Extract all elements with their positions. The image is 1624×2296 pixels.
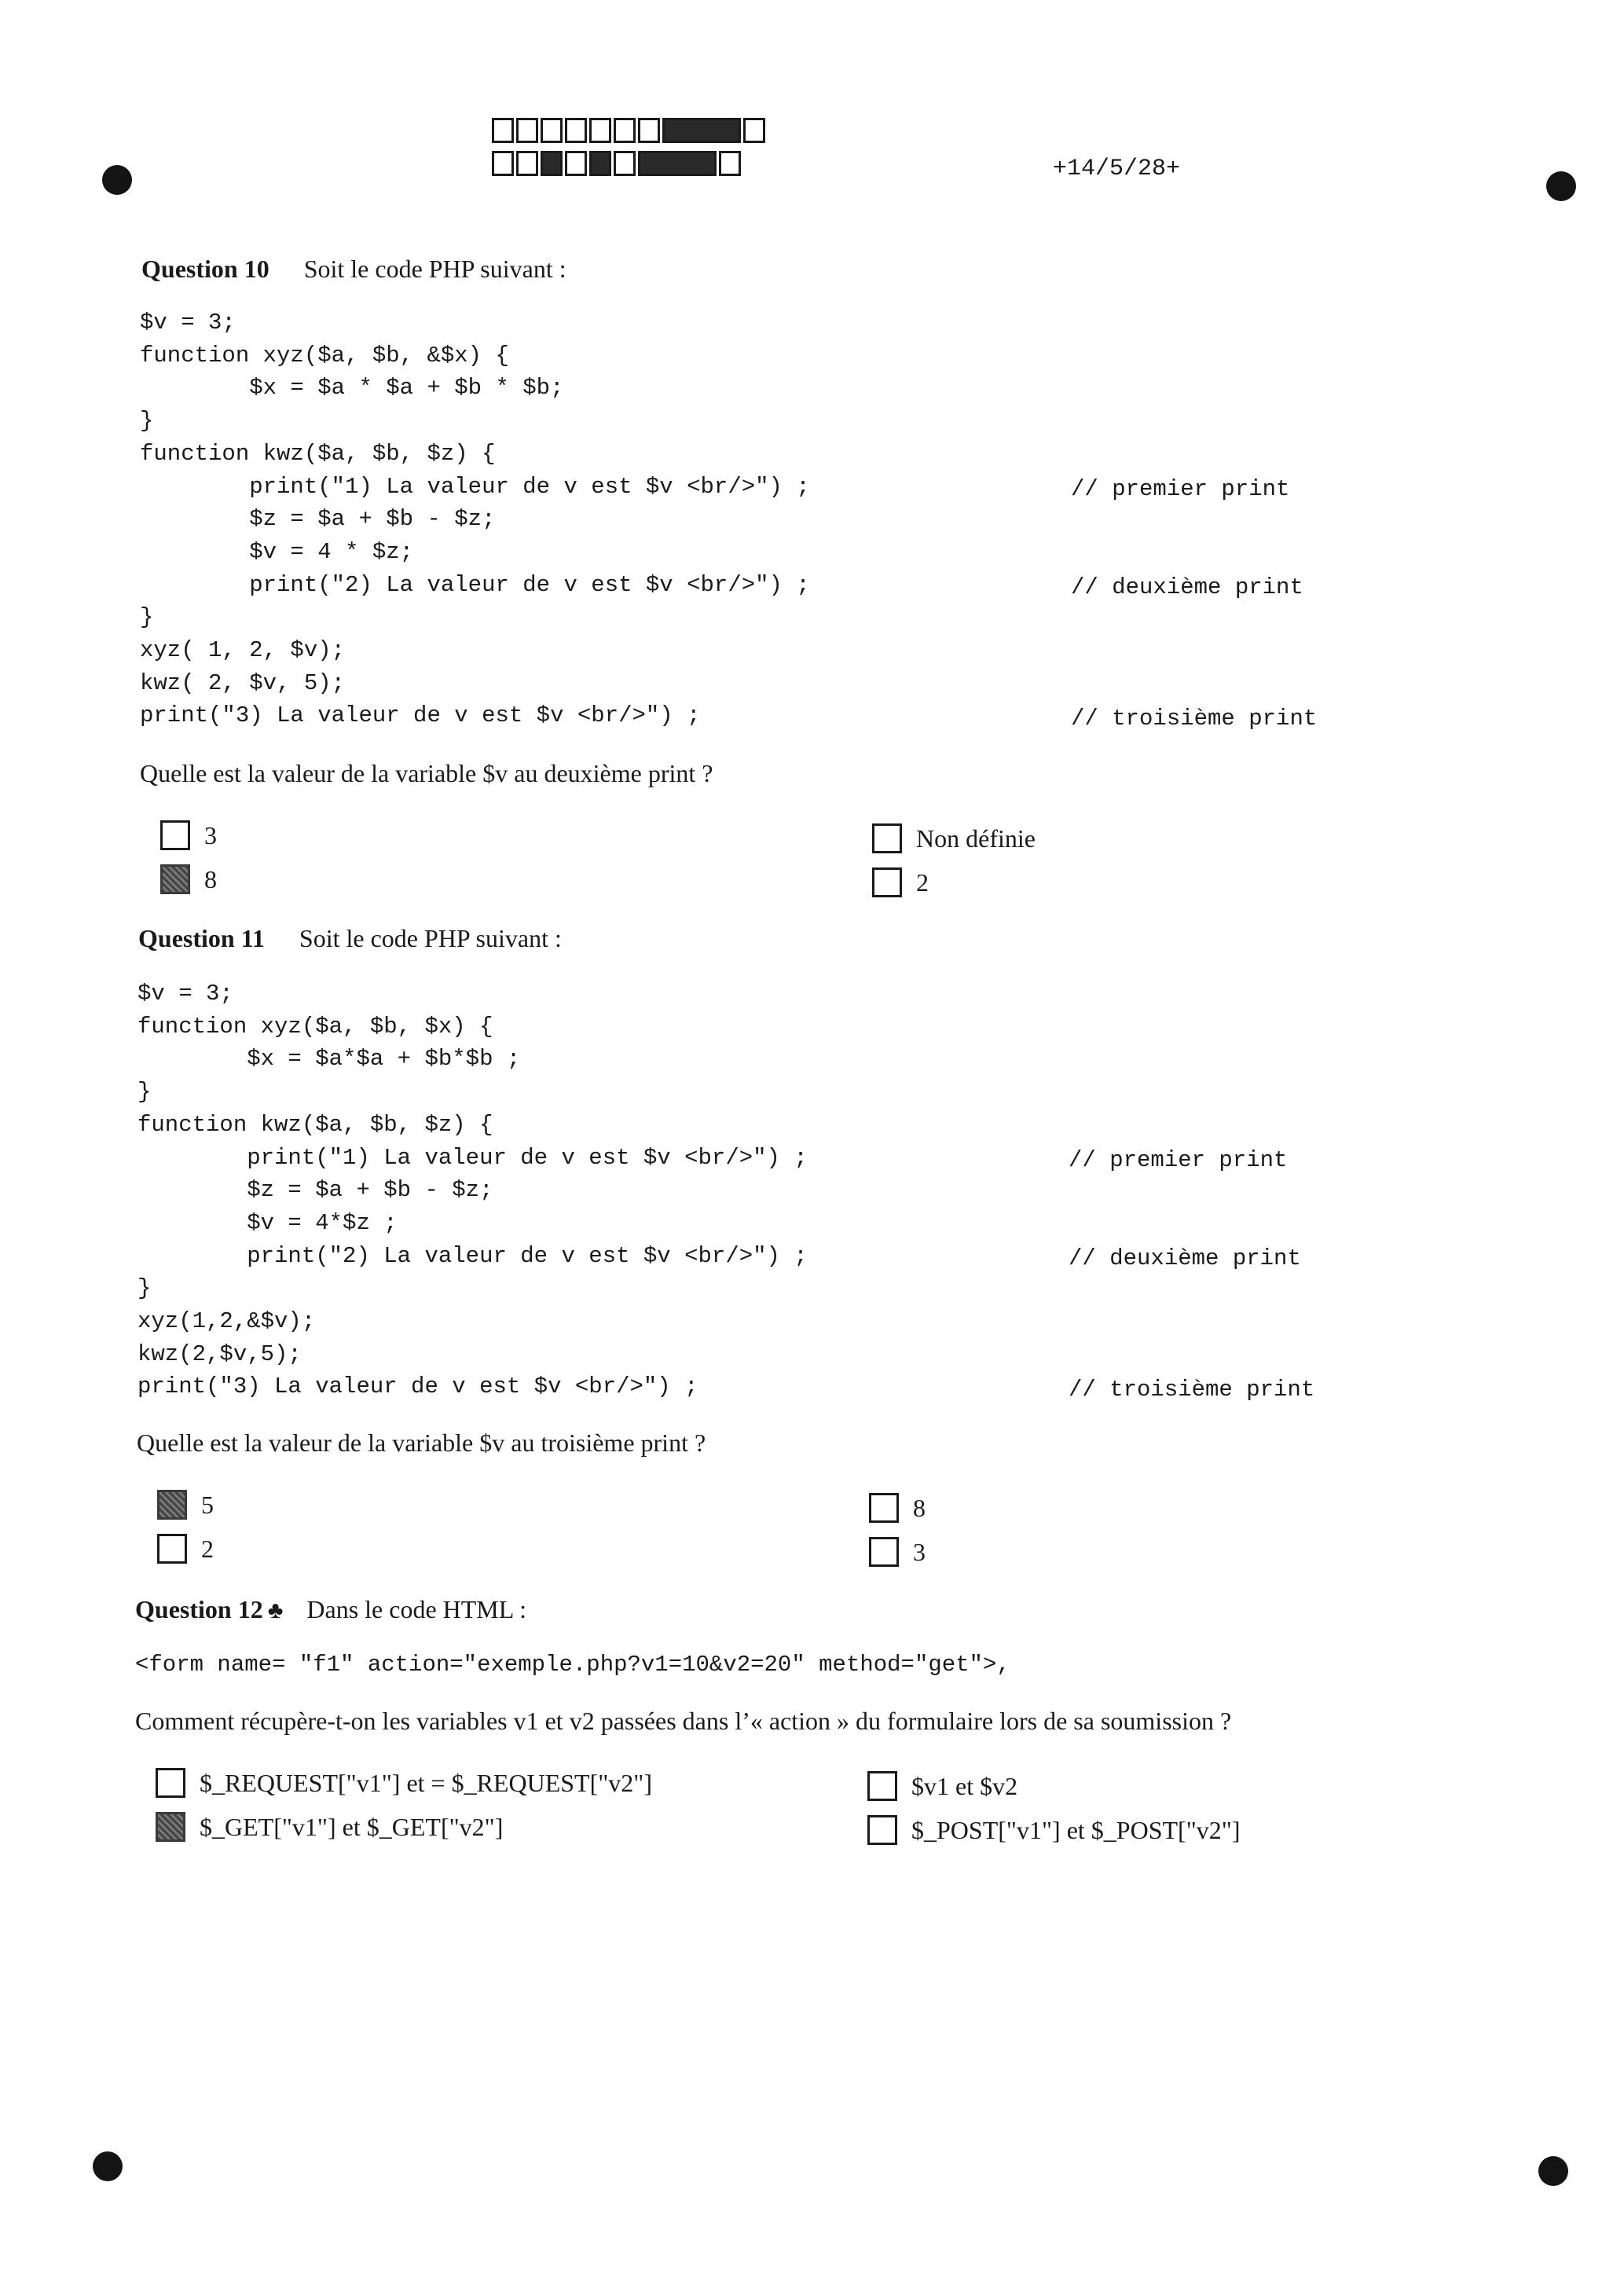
checkbox[interactable] [867,1815,897,1845]
answer-option-checked[interactable] [157,1490,214,1520]
barcode-cell-filled [589,151,611,176]
option-label: 2 [916,867,929,897]
barcode-cell [638,118,660,143]
registration-mark-top-left [102,165,132,195]
checkbox[interactable] [869,1537,899,1567]
question-number: Question 12 [135,1595,263,1623]
comment-premier-print: // premier print [1069,1147,1288,1173]
barcode-cell [743,118,765,143]
question-intro: Dans le code HTML : [306,1595,526,1623]
checkbox[interactable] [157,1534,187,1564]
answer-option-checked[interactable] [156,1812,503,1842]
registration-mark-bottom-left [93,2151,123,2181]
answer-option[interactable] [869,1493,926,1523]
question-number: Question 11 [138,924,265,952]
comment-troisieme-print: // troisième print [1069,1377,1315,1403]
comment-deuxieme-print: // deuxième print [1071,574,1303,600]
question-11-code: $v = 3; function xyz($a, $b, $x) { $x = $a*$a + $b*$b ; } function kwz($a, $b, $z) { print("1) La valeur de v est $v <br/>") ; $z = $a + $b - $z; $v = 4*$z ; print("2) La valeur de v est $v <br/>") ; } xyz(1,2,&$v); kwz(2,$v,5); print("3) La valeur de v est $v <br/>") ; [137,981,808,1400]
barcode-cell [589,118,611,143]
option-label: 2 [201,1534,214,1563]
question-11-prompt: Quelle est la valeur de la variable $v au troisième print ? [137,1429,706,1457]
question-intro: Soit le code PHP suivant : [299,924,562,952]
comment-premier-print: // premier print [1071,476,1290,502]
question-10-prompt: Quelle est la valeur de la variable $v au deuxième print ? [140,759,713,787]
answer-option[interactable] [867,1771,1017,1801]
answer-option[interactable] [867,1815,1240,1845]
barcode-cell [516,151,538,176]
checkbox[interactable] [160,820,190,850]
question-intro: Soit le code PHP suivant : [303,255,566,283]
barcode-cell [516,118,538,143]
checkbox[interactable] [872,867,902,897]
comment-deuxieme-print: // deuxième print [1069,1245,1301,1271]
barcode-cell-filled [662,118,741,143]
barcode-row-2 [492,151,743,176]
option-label: Non définie [916,823,1036,853]
option-label: $_REQUEST["v1"] et = $_REQUEST["v2"] [200,1768,653,1797]
barcode-cell [541,118,563,143]
barcode-row-1 [492,118,768,143]
barcode-cell [719,151,741,176]
checkbox-checked[interactable] [157,1490,187,1520]
option-label: 8 [913,1493,926,1522]
barcode-cell [492,118,514,143]
option-label: $_POST["v1"] et $_POST["v2"] [911,1815,1241,1844]
checkbox[interactable] [867,1771,897,1801]
answer-option[interactable] [872,867,929,897]
option-label: 8 [204,864,217,893]
checkbox-checked[interactable] [160,864,190,894]
page-identifier: +14/5/28+ [1053,156,1181,182]
question-10-code: $v = 3; function xyz($a, $b, &$x) { $x = $a * $a + $b * $b; } function kwz($a, $b, $z) { print("1) La valeur de v est $v <br/>") ; $z = $a + $b - $z; $v = 4 * $z; print("2) La valeur de v est $v <br/>") ; } xyz( 1, 2, $v); kwz( 2, $v, 5); print("3) La valeur de v est $v <br/>") ; [140,310,810,729]
answer-option[interactable] [160,820,217,850]
barcode-cell [565,118,587,143]
question-11-header [138,924,562,953]
checkbox-checked[interactable] [156,1812,185,1842]
option-label: $_GET["v1"] et $_GET["v2"] [200,1812,504,1841]
answer-option[interactable] [872,823,1036,853]
answer-option[interactable] [156,1768,652,1798]
question-12-prompt: Comment récupère-t-on les variables v1 et v2 passées dans l’« action » du formulaire lors de sa soumission ? [135,1707,1232,1735]
barcode-cell [614,118,636,143]
answer-option[interactable] [869,1537,926,1567]
checkbox[interactable] [869,1493,899,1523]
option-label: 3 [204,820,217,849]
question-12-code: <form name= "f1" action="exemple.php?v1=10&v2=20" method="get">, [135,1652,1010,1678]
question-12-header [135,1595,526,1624]
checkbox[interactable] [156,1768,185,1798]
question-number: Question 10 [141,255,269,283]
option-label: $v1 et $v2 [911,1771,1018,1800]
option-label: 5 [201,1490,214,1519]
club-icon: ♣ [267,1597,284,1623]
barcode-cell [614,151,636,176]
answer-option-checked[interactable] [160,864,217,894]
barcode-cell [492,151,514,176]
question-10-header [141,255,566,284]
barcode-cell [565,151,587,176]
registration-mark-top-right [1546,171,1576,201]
option-label: 3 [913,1537,926,1566]
barcode-cell-filled [541,151,563,176]
comment-troisieme-print: // troisième print [1071,706,1318,732]
answer-option[interactable] [157,1534,214,1564]
barcode-cell-filled [638,151,717,176]
registration-mark-bottom-right [1538,2156,1568,2186]
checkbox[interactable] [872,823,902,853]
